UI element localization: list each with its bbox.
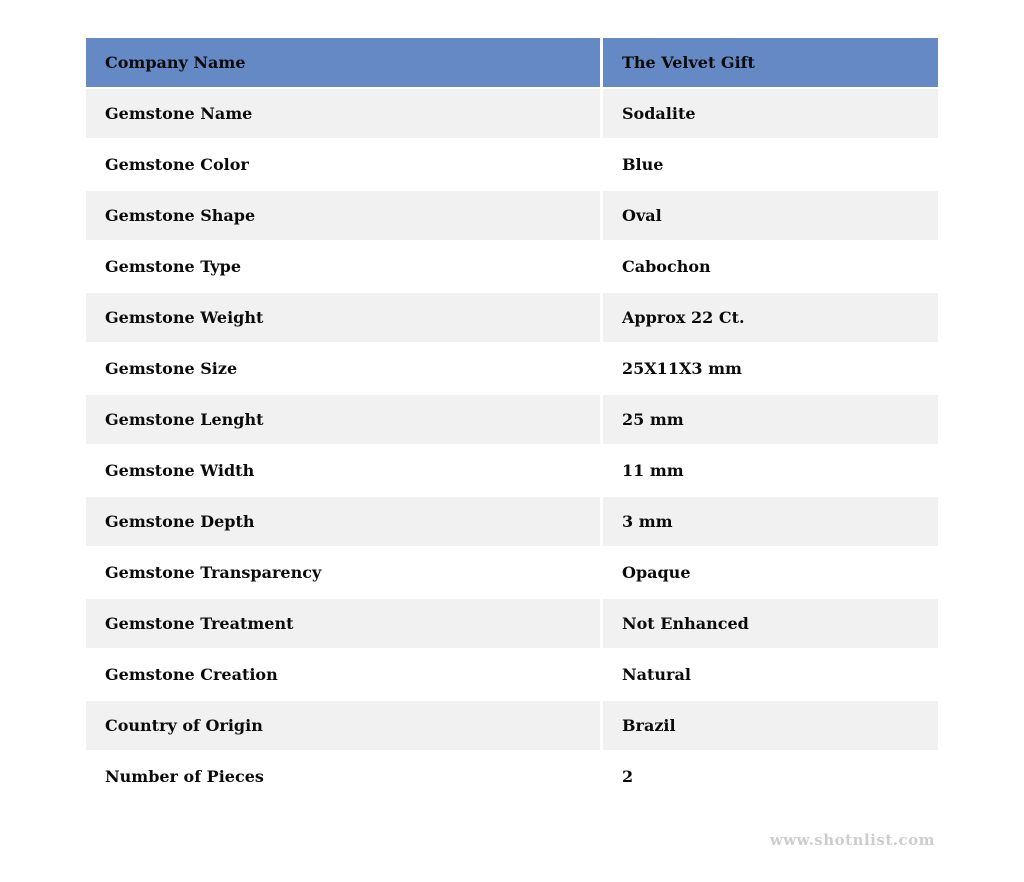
row-label: Gemstone Weight: [86, 293, 600, 342]
row-label: Gemstone Size: [86, 344, 600, 393]
row-label: Gemstone Shape: [86, 191, 600, 240]
row-label: Country of Origin: [86, 701, 600, 750]
table-row: [86, 140, 938, 189]
table-row: [86, 344, 938, 393]
row-value: Oval: [603, 191, 938, 240]
row-value: Natural: [603, 650, 938, 699]
row-value: 2: [603, 752, 938, 801]
row-value: Brazil: [603, 701, 938, 750]
table-row: [86, 242, 938, 291]
row-label: Gemstone Depth: [86, 497, 600, 546]
row-value: Blue: [603, 140, 938, 189]
row-label: Gemstone Width: [86, 446, 600, 495]
header-company-value-cell: The Velvet Gift: [603, 38, 938, 87]
gemstone-spec-table: [83, 36, 941, 803]
row-value: Approx 22 Ct.: [603, 293, 938, 342]
row-value: Opaque: [603, 548, 938, 597]
row-value: 11 mm: [603, 446, 938, 495]
row-label: Gemstone Color: [86, 140, 600, 189]
table-row: [86, 752, 938, 801]
row-value: Not Enhanced: [603, 599, 938, 648]
row-value: 25X11X3 mm: [603, 344, 938, 393]
row-label: Gemstone Treatment: [86, 599, 600, 648]
table-header-row: [86, 38, 938, 87]
row-label: Gemstone Name: [86, 89, 600, 138]
row-label: Gemstone Type: [86, 242, 600, 291]
table-row: [86, 599, 938, 648]
row-value: Sodalite: [603, 89, 938, 138]
row-value: Cabochon: [603, 242, 938, 291]
row-label: Gemstone Creation: [86, 650, 600, 699]
table-row: [86, 650, 938, 699]
table-row: [86, 293, 938, 342]
table-row: [86, 548, 938, 597]
website-watermark: www.shotnlist.com: [769, 831, 935, 849]
row-value: 3 mm: [603, 497, 938, 546]
header-company-label-cell: Company Name: [86, 38, 600, 87]
table-row: [86, 89, 938, 138]
table-row: [86, 191, 938, 240]
row-label: Number of Pieces: [86, 752, 600, 801]
table-row: [86, 497, 938, 546]
table-row: [86, 395, 938, 444]
table-row: [86, 446, 938, 495]
table-row: [86, 701, 938, 750]
row-label: Gemstone Lenght: [86, 395, 600, 444]
row-label: Gemstone Transparency: [86, 548, 600, 597]
row-value: 25 mm: [603, 395, 938, 444]
